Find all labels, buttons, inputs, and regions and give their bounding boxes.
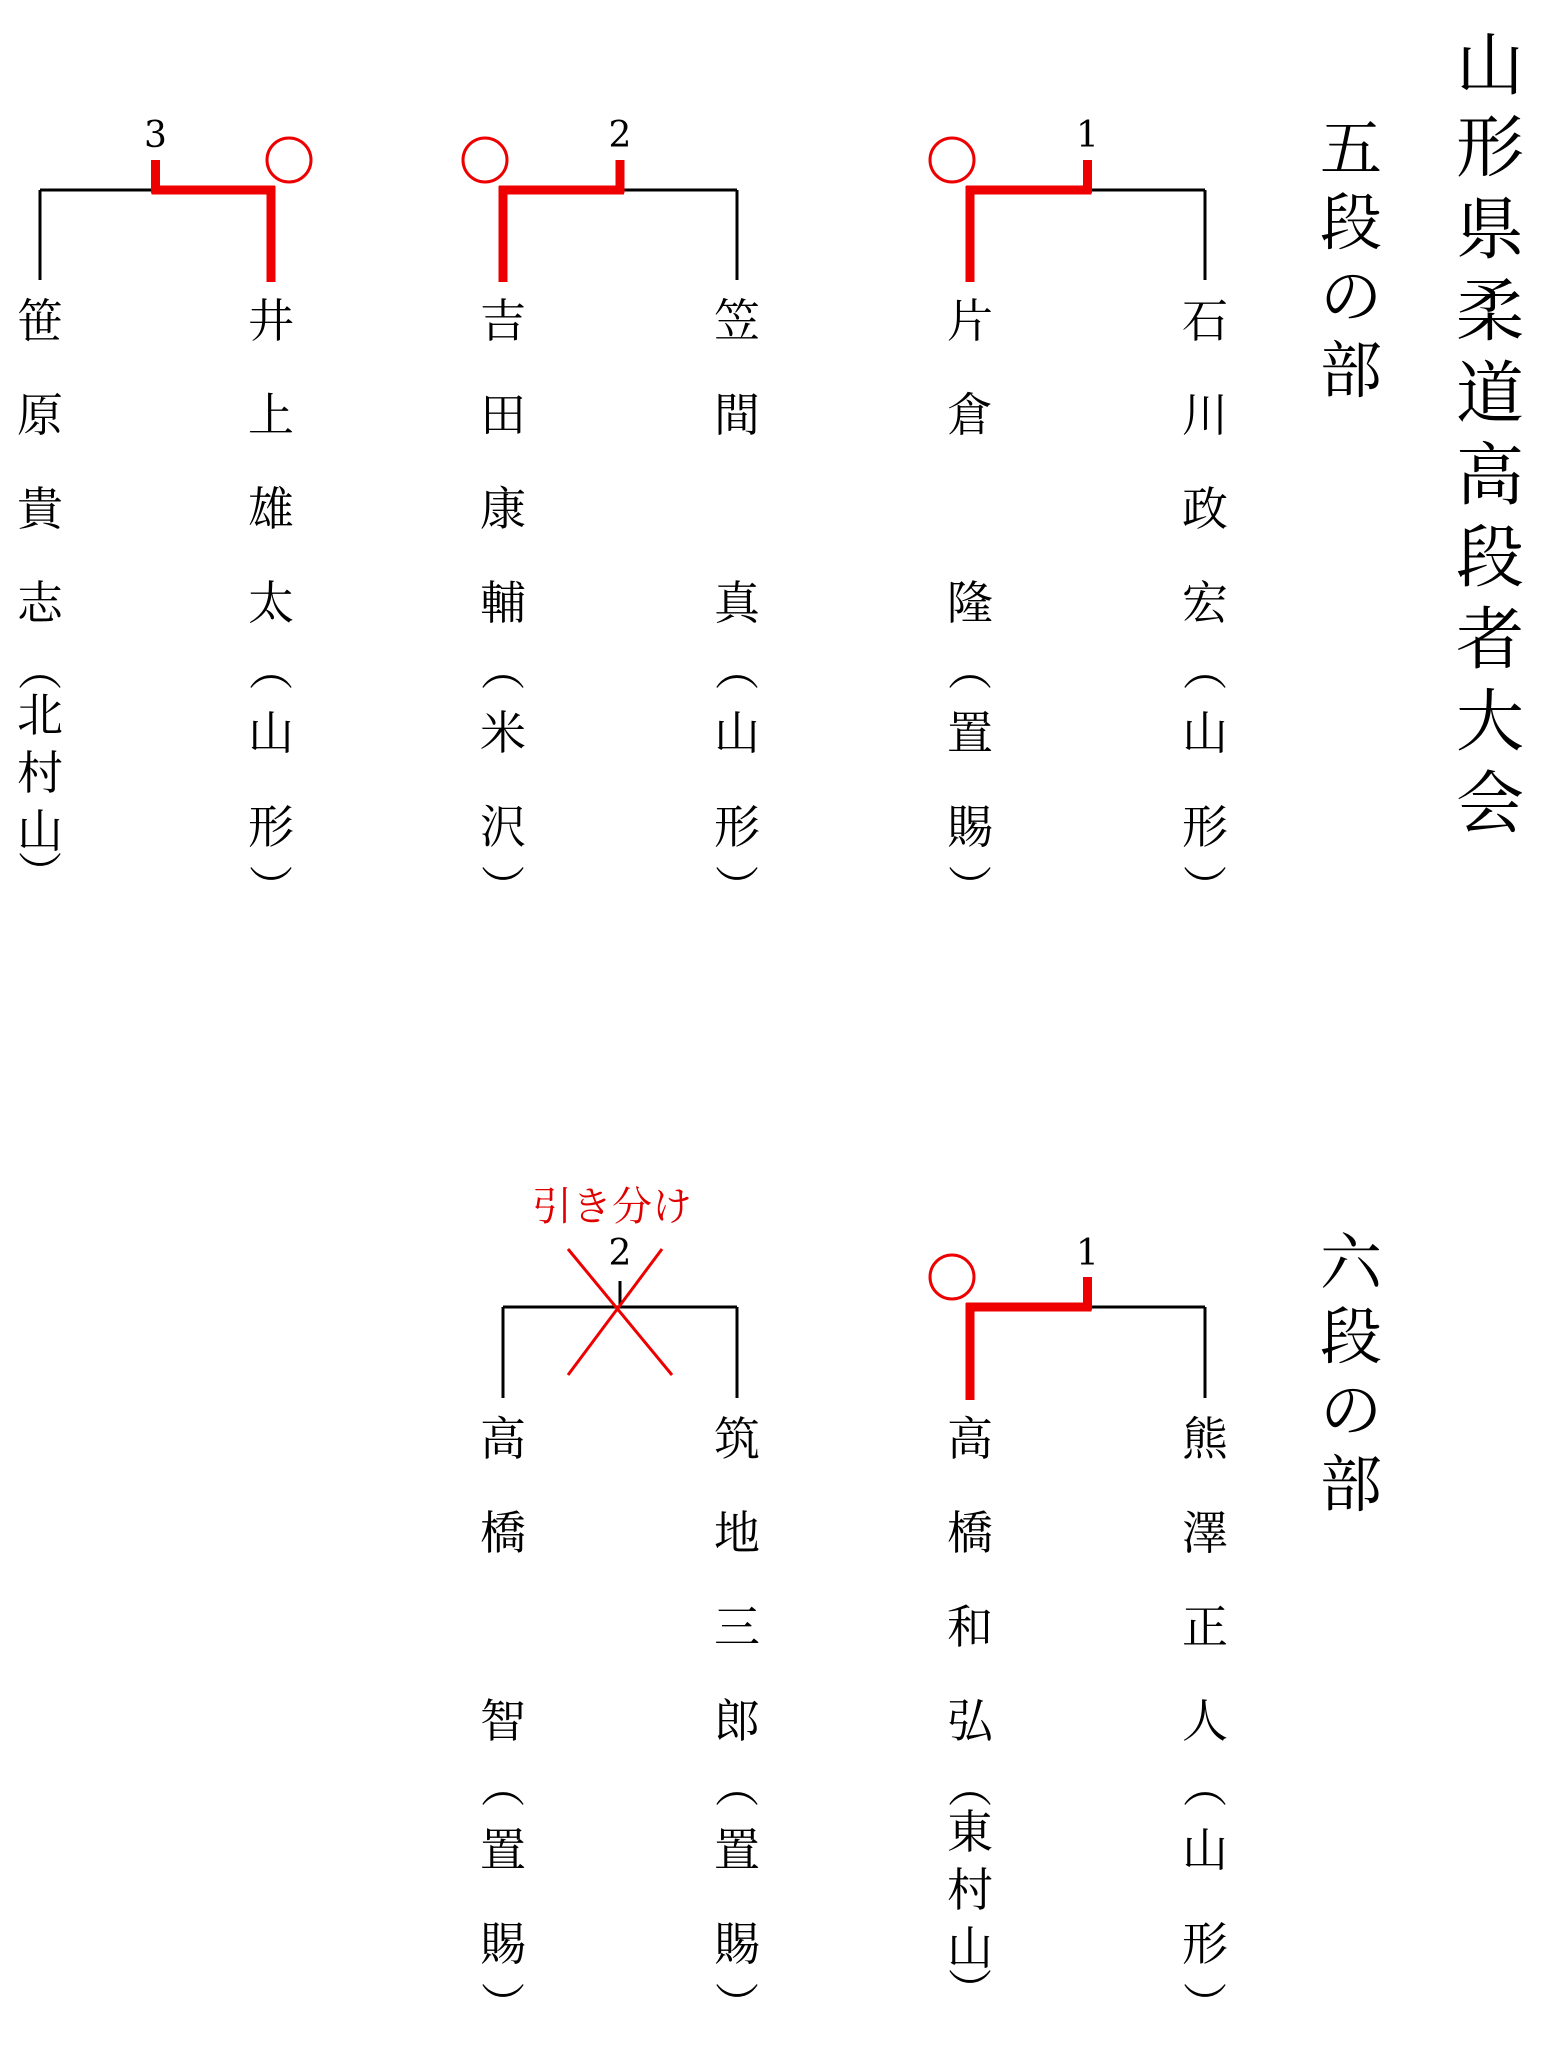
paren-close: ︶ — [948, 1966, 992, 2017]
competitor-name — [241, 274, 301, 650]
name-char: 澤 — [1182, 1506, 1228, 1560]
competitor-name — [473, 274, 533, 650]
affiliation-char: 山 — [1182, 706, 1228, 760]
affiliation-char: 沢 — [480, 800, 526, 854]
name-char: 高 — [947, 1412, 993, 1466]
paren-close: ︶ — [249, 863, 293, 914]
division-label-char: 段 — [1319, 186, 1382, 259]
name-char: 太 — [248, 576, 294, 630]
name-char: 輔 — [480, 576, 526, 630]
name-char: 真 — [714, 576, 760, 630]
name-char: 康 — [480, 482, 526, 536]
paren-open: ︵ — [948, 645, 992, 696]
name-char: 橋 — [480, 1506, 526, 1560]
bout-number: 2 — [608, 1233, 632, 1274]
affiliation-char: 山 — [1182, 1823, 1228, 1877]
title-char: 道 — [1455, 355, 1524, 434]
name-gap — [473, 1580, 533, 1674]
affiliation-char: 山 — [17, 804, 63, 858]
paren-close: ︶ — [715, 863, 759, 914]
name-char: 高 — [480, 1412, 526, 1466]
title-char: 者 — [1455, 601, 1524, 680]
name-char: 倉 — [947, 388, 993, 442]
affiliation-char: 置 — [947, 706, 993, 760]
division-label-char: 五 — [1319, 112, 1382, 185]
name-gap — [940, 462, 1000, 556]
winner-mark-circle — [930, 138, 974, 182]
paren-open: ︵ — [481, 1762, 525, 1813]
competitor-affiliation — [1175, 1762, 1235, 2031]
competitor-affiliation — [707, 645, 767, 914]
competitor-affiliation — [940, 1762, 1000, 2017]
name-char: 雄 — [248, 482, 294, 536]
name-char: 人 — [1182, 1694, 1228, 1748]
competitor-affiliation — [473, 645, 533, 914]
paren-close: ︶ — [481, 863, 525, 914]
affiliation-char: 北 — [17, 688, 63, 742]
title-char: 段 — [1455, 519, 1524, 598]
title-char: 高 — [1455, 437, 1524, 516]
affiliation-char: 賜 — [714, 1917, 760, 1971]
competitor-name — [940, 274, 1000, 650]
competitor-name — [10, 274, 70, 650]
paren-close: ︶ — [948, 863, 992, 914]
affiliation-char: 米 — [480, 706, 526, 760]
title-char: 柔 — [1455, 273, 1524, 352]
competitor-name — [1175, 274, 1235, 650]
name-char: 志 — [17, 576, 63, 630]
competitor-name — [707, 274, 767, 650]
page-title — [1450, 26, 1530, 846]
draw-result-label: 引き分け — [532, 1184, 692, 1230]
competitor-affiliation — [10, 645, 70, 900]
division-label-char: の — [1319, 260, 1382, 333]
name-char: 間 — [714, 388, 760, 442]
paren-close: ︶ — [481, 1980, 525, 2031]
name-char: 隆 — [947, 576, 993, 630]
name-char: 和 — [947, 1600, 993, 1654]
title-char: 県 — [1455, 191, 1524, 270]
affiliation-char: 賜 — [480, 1917, 526, 1971]
competitor-name — [1175, 1392, 1235, 1768]
paren-open: ︵ — [481, 645, 525, 696]
name-char: 田 — [480, 388, 526, 442]
paren-open: ︵ — [18, 645, 62, 696]
division-label-char: 部 — [1319, 334, 1382, 407]
paren-open: ︵ — [948, 1762, 992, 1813]
division-label-5dan — [1316, 112, 1386, 408]
bout-number: 1 — [1076, 115, 1099, 156]
name-char: 正 — [1182, 1600, 1228, 1654]
name-char: 上 — [248, 388, 294, 442]
competitor-name — [707, 1392, 767, 1768]
affiliation-char: 形 — [248, 800, 294, 854]
winner-mark-circle — [267, 138, 311, 182]
affiliation-char: 賜 — [947, 800, 993, 854]
affiliation-char: 山 — [947, 1921, 993, 1975]
paren-close: ︶ — [18, 849, 62, 900]
paren-open: ︵ — [1183, 1762, 1227, 1813]
affiliation-char: 山 — [248, 706, 294, 760]
division-label-char: 六 — [1319, 1226, 1382, 1299]
affiliation-char: 山 — [714, 706, 760, 760]
affiliation-char: 東 — [947, 1805, 993, 1859]
division-label-char: 段 — [1319, 1300, 1382, 1373]
bout-number: 3 — [144, 115, 167, 156]
winner-mark-circle — [930, 1255, 974, 1299]
name-char: 智 — [480, 1694, 526, 1748]
name-char: 宏 — [1182, 576, 1228, 630]
affiliation-char: 置 — [714, 1823, 760, 1877]
affiliation-char: 村 — [947, 1863, 993, 1917]
name-char: 原 — [17, 388, 63, 442]
division-label-char: 部 — [1319, 1448, 1382, 1521]
competitor-name — [940, 1392, 1000, 1768]
bout-number: 2 — [608, 115, 632, 156]
winner-mark-circle — [463, 138, 507, 182]
affiliation-char: 形 — [1182, 1917, 1228, 1971]
name-char: 橋 — [947, 1506, 993, 1560]
affiliation-char: 置 — [480, 1823, 526, 1877]
name-char: 熊 — [1182, 1412, 1228, 1466]
name-gap — [707, 462, 767, 556]
name-char: 郎 — [714, 1694, 760, 1748]
competitor-affiliation — [707, 1762, 767, 2031]
paren-open: ︵ — [715, 1762, 759, 1813]
bout-number: 1 — [1076, 1233, 1099, 1274]
title-char: 山 — [1455, 27, 1524, 106]
paren-close: ︶ — [1183, 863, 1227, 914]
name-char: 笹 — [17, 294, 63, 348]
name-char: 地 — [714, 1506, 760, 1560]
affiliation-char: 形 — [1182, 800, 1228, 854]
competitor-affiliation — [473, 1762, 533, 2031]
competitor-affiliation — [940, 645, 1000, 914]
paren-open: ︵ — [1183, 645, 1227, 696]
name-char: 笠 — [714, 294, 760, 348]
competitor-name — [473, 1392, 533, 1768]
name-char: 井 — [248, 294, 294, 348]
name-char: 川 — [1182, 388, 1228, 442]
affiliation-char: 形 — [714, 800, 760, 854]
paren-open: ︵ — [715, 645, 759, 696]
name-char: 片 — [947, 294, 993, 348]
title-char: 大 — [1455, 683, 1524, 762]
paren-close: ︶ — [715, 1980, 759, 2031]
name-char: 三 — [714, 1600, 760, 1654]
name-char: 貴 — [17, 482, 63, 536]
title-char: 形 — [1455, 109, 1524, 188]
name-char: 弘 — [947, 1694, 993, 1748]
title-char: 会 — [1455, 765, 1524, 844]
division-label-char: の — [1319, 1374, 1382, 1447]
competitor-affiliation — [1175, 645, 1235, 914]
name-char: 筑 — [714, 1412, 760, 1466]
division-label-6dan — [1316, 1226, 1386, 1522]
paren-close: ︶ — [1183, 1980, 1227, 2031]
paren-open: ︵ — [249, 645, 293, 696]
name-char: 石 — [1182, 294, 1228, 348]
affiliation-char: 村 — [17, 746, 63, 800]
name-char: 吉 — [480, 294, 526, 348]
competitor-affiliation — [241, 645, 301, 914]
name-char: 政 — [1182, 482, 1228, 536]
